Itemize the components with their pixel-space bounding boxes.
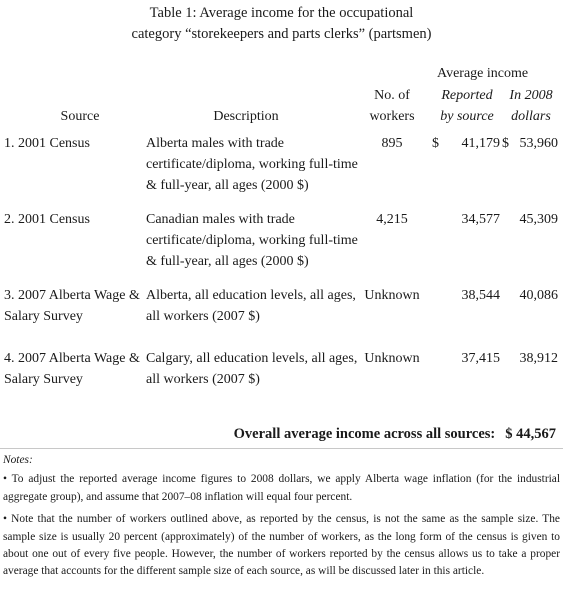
overall-value: $ 44,567 [505, 426, 556, 442]
header-reported-line-2: by source [440, 109, 494, 124]
header-average-income: Average income [437, 66, 529, 81]
currency-symbol: $ [432, 136, 439, 151]
table-row [0, 209, 563, 275]
divider [0, 448, 563, 449]
row-workers: Unknown [364, 288, 420, 303]
header-reported-line-1: Reported [441, 88, 493, 103]
in2008-value: 45,309 [519, 212, 558, 227]
reported-value: 37,415 [461, 351, 500, 366]
row-description: Alberta, all education levels, all ages, all workers (2007 $) [146, 288, 356, 324]
table-row [0, 133, 563, 199]
in2008-value: 38,912 [519, 351, 558, 366]
row-source: 4. 2007 Alberta Wage & Salary Survey [4, 351, 140, 387]
row-description: Calgary, all education levels, all ages, all workers (2007 $) [146, 351, 358, 387]
notes-section [3, 452, 560, 586]
table-row [0, 285, 563, 351]
table-row [0, 348, 563, 414]
row-description: Alberta males with trade certificate/diploma, working full-time & full-year, all ages (2000 $) [146, 136, 358, 193]
table-title [0, 3, 563, 45]
table-title-line-1: Table 1: Average income for the occupational [149, 5, 414, 21]
row-description: Canadian males with trade certificate/diploma, working full-time & full-year, all ages (2000 $) [146, 212, 358, 269]
row-source: 3. 2007 Alberta Wage & Salary Survey [4, 288, 140, 324]
in2008-value: 53,960 [519, 136, 558, 151]
row-workers: 4,215 [376, 212, 408, 227]
note-item: • Note that the number of workers outlined above, as reported by the census, is not the same as the sample size. The sample size is usually 20 percent (approximately) of the number of workers, as the long form of the census is given to about one out of every five people. However, the number of workers reported by the census allows us to take a proper average that accounts for the different sample size of each source, as will be discussed later in this article. [3, 513, 560, 578]
row-workers: Unknown [364, 351, 420, 366]
in2008-value: 40,086 [519, 288, 558, 303]
reported-value: 41,179 [461, 136, 500, 151]
header-source: Source [60, 109, 100, 124]
row-source: 1. 2001 Census [4, 136, 90, 151]
reported-value: 34,577 [461, 212, 500, 227]
reported-value: 38,544 [461, 288, 500, 303]
header-description: Description [213, 109, 279, 124]
row-workers: 895 [381, 136, 403, 151]
header-in2008-line-1: In 2008 [509, 88, 553, 103]
row-source: 2. 2001 Census [4, 212, 90, 227]
table-title-line-2: category “storekeepers and parts clerks” (partsmen) [131, 26, 432, 42]
currency-symbol: $ [502, 136, 509, 151]
notes-heading: Notes: [3, 454, 33, 466]
note-item: • To adjust the reported average income figures to 2008 dollars, we apply Alberta wage inflation (for the industrial aggregate group), and assume that 2007–08 inflation will equal four percent. [3, 473, 560, 503]
header-workers-line-1: No. of [374, 88, 410, 103]
header-workers-line-2: workers [369, 109, 415, 124]
overall-average [0, 424, 556, 445]
overall-label: Overall average income across all sources: [233, 426, 496, 442]
header-in2008-line-2: dollars [511, 109, 551, 124]
